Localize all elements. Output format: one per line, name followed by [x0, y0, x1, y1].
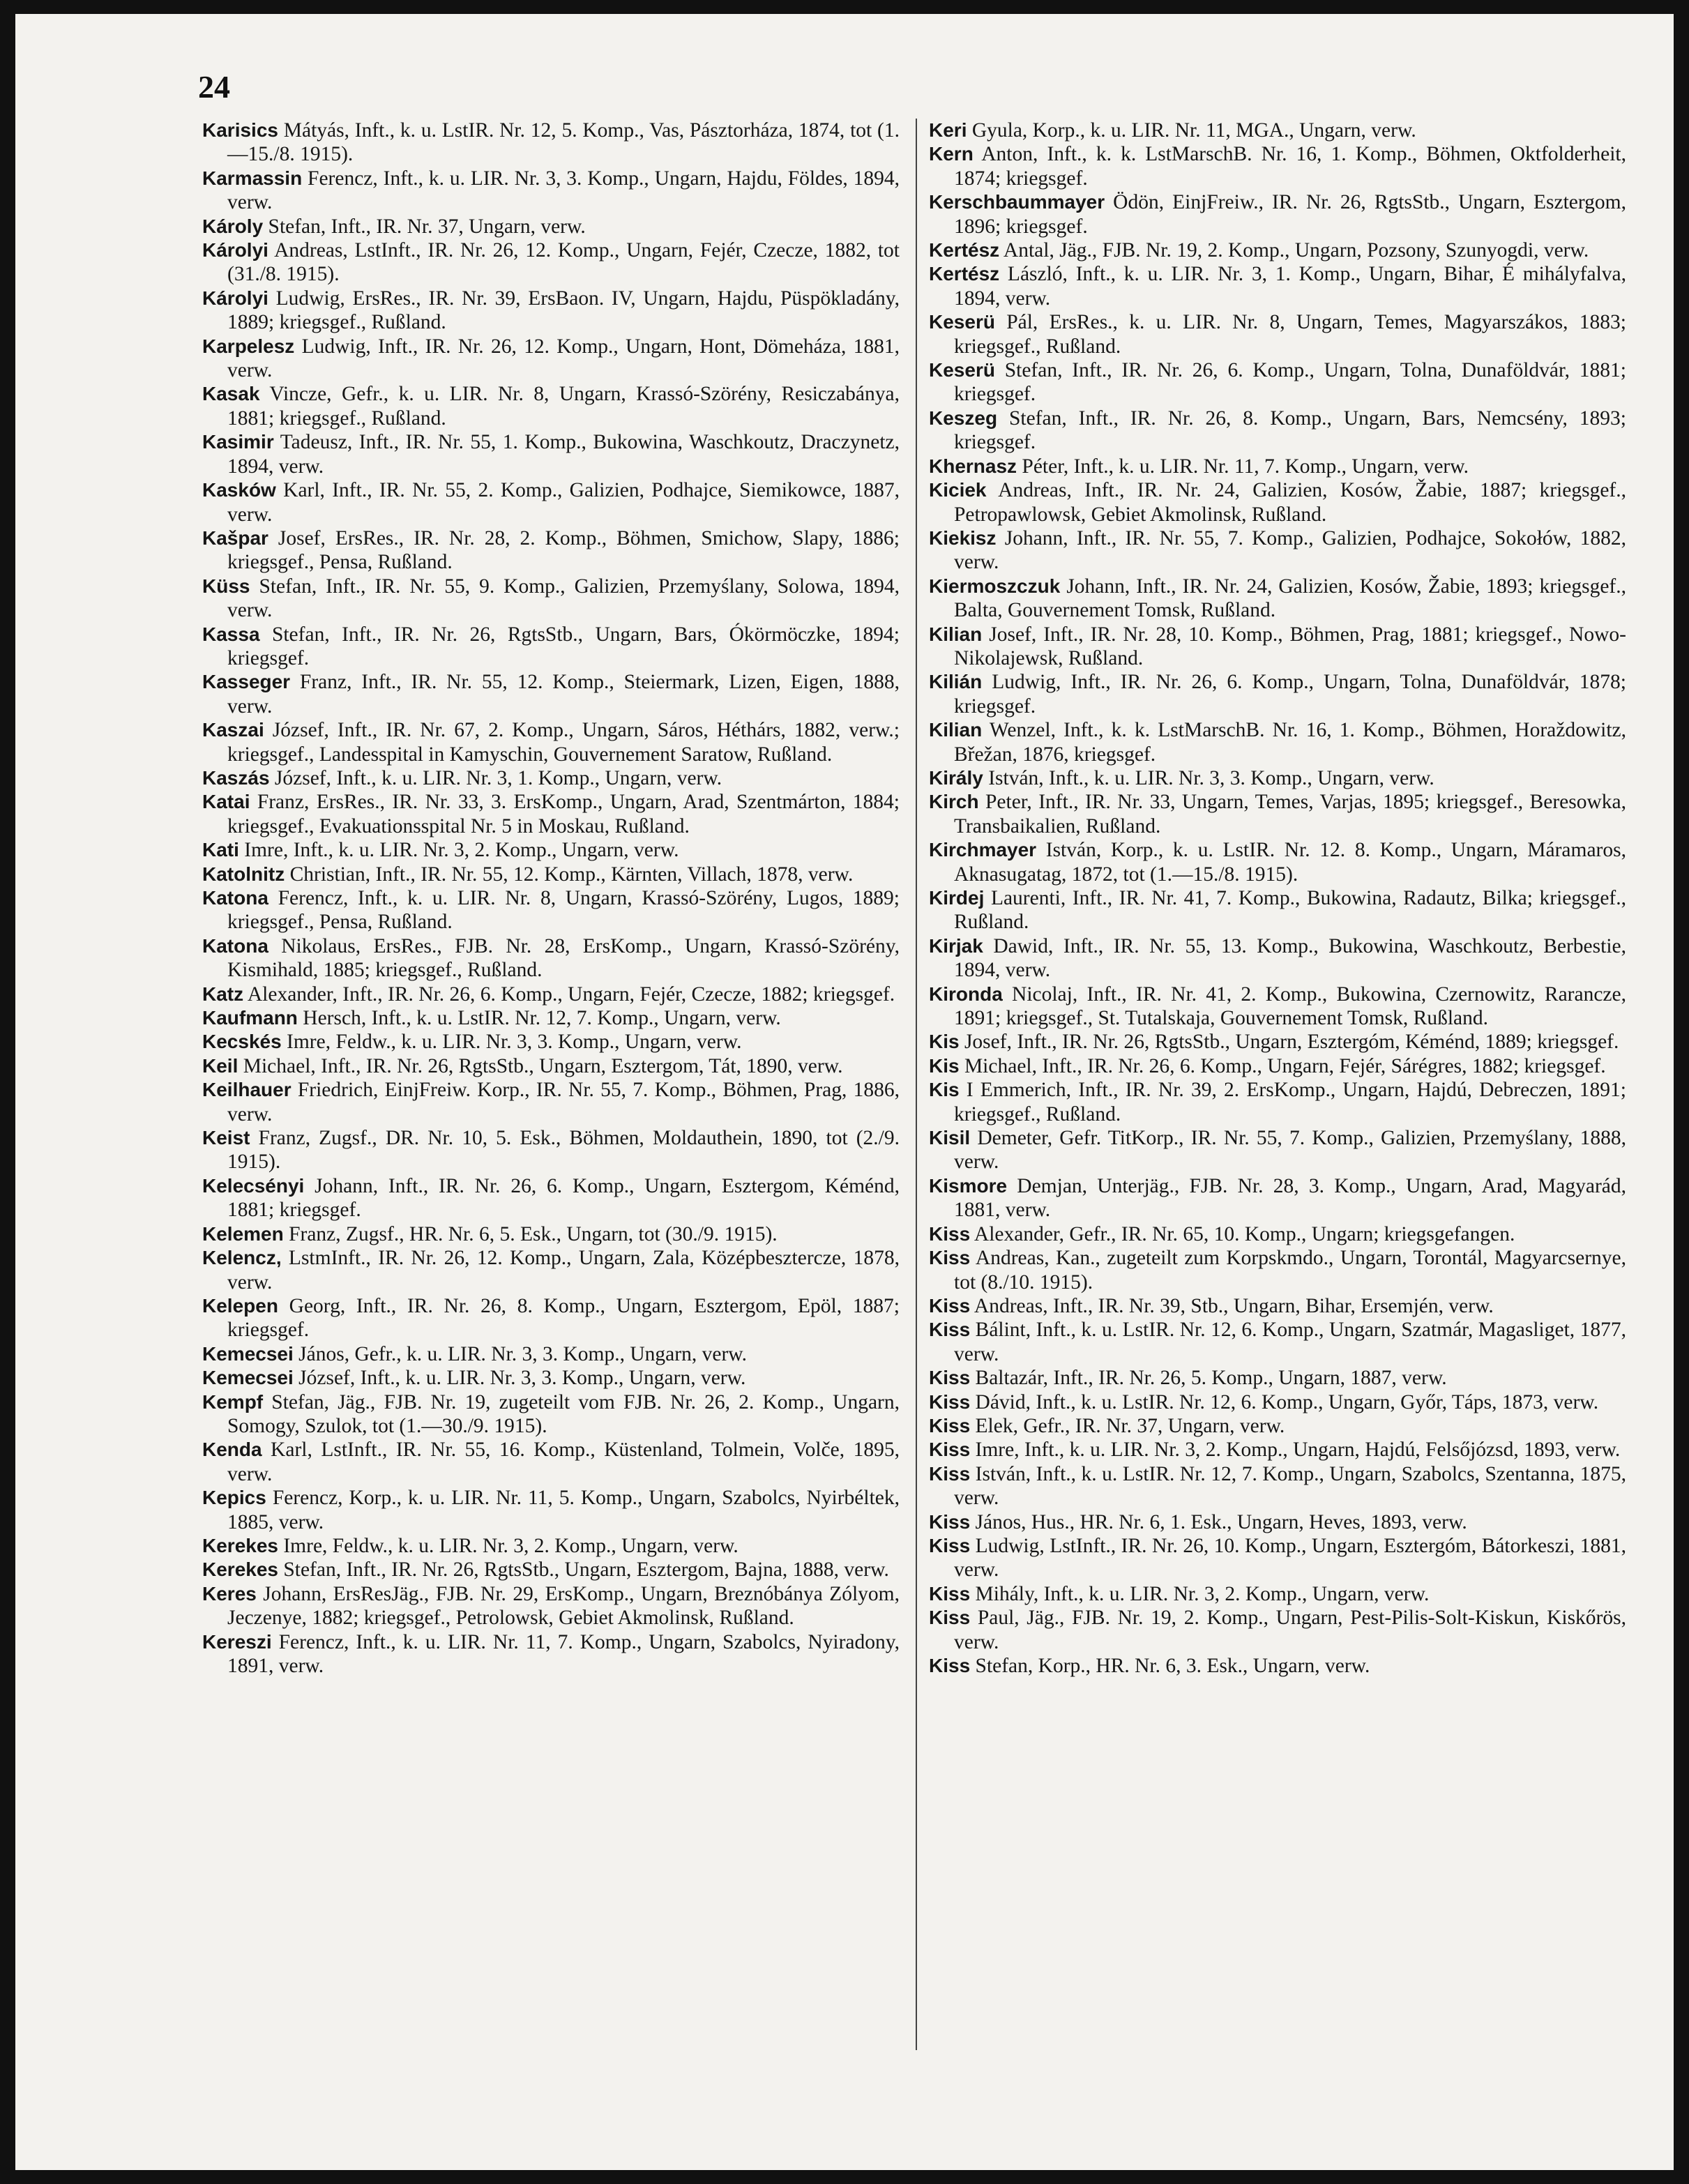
entry-surname: Károlyi: [202, 239, 268, 261]
entry-surname: Kati: [202, 839, 239, 861]
list-entry: [929, 238, 1626, 262]
list-entry: [202, 1366, 900, 1390]
list-entry: [929, 623, 1626, 671]
entry-details: Karl, LstInft., IR. Nr. 55, 16. Komp., Küstenland, Tolmein, Volče, 1895, verw.: [227, 1439, 900, 1485]
entry-surname: Kironda: [929, 983, 1003, 1005]
entry-surname: Kasak: [202, 383, 260, 405]
entry-surname: Keilhauer: [202, 1079, 291, 1101]
list-entry: [929, 1366, 1626, 1390]
entry-details: József, Inft., k. u. LIR. Nr. 3, 1. Komp., Ungarn, verw.: [269, 766, 722, 789]
entry-details: Franz, Inft., IR. Nr. 55, 12. Komp., Steiermark, Lizen, Eigen, 1888, verw.: [227, 671, 900, 718]
entry-details: Demjan, Unterjäg., FJB. Nr. 28, 3. Komp., Ungarn, Arad, Magyarád, 1881, verw.: [954, 1174, 1626, 1222]
list-entry: [202, 1486, 900, 1534]
entry-surname: Kismore: [929, 1174, 1008, 1197]
list-entry: [929, 119, 1626, 142]
entry-surname: Kilian: [929, 719, 983, 741]
entry-details: Johann, Inft., IR. Nr. 24, Galizien, Kosów, Žabie, 1893; kriegsgef., Balta, Gouvernement Tomsk, Rußland.: [954, 575, 1626, 622]
entry-details: Wenzel, Inft., k. k. LstMarschB. Nr. 16, 1. Komp., Böhmen, Horaždowitz, Břežan, 1876, kriegsgef.: [954, 719, 1626, 766]
list-entry: [929, 1126, 1626, 1174]
list-entry: [202, 119, 900, 167]
entry-surname: Kelecsényi: [202, 1174, 305, 1197]
list-entry: [929, 407, 1626, 455]
list-entry: [929, 1438, 1626, 1462]
list-entry: [202, 983, 900, 1006]
entry-surname: Kisil: [929, 1127, 971, 1149]
entry-details: Josef, Inft., IR. Nr. 28, 10. Komp., Böhmen, Prag, 1881; kriegsgef., Nowo-Nikolajewsk, Rußland.: [954, 623, 1626, 669]
entry-details: Andreas, LstInft., IR. Nr. 26, 12. Komp., Ungarn, Fejér, Czecze, 1882, tot (31./8. 1915).: [227, 239, 900, 286]
entry-surname: Keserü: [929, 311, 995, 333]
list-entry: [202, 1246, 900, 1294]
entry-details: Imre, Inft., k. u. LIR. Nr. 3, 2. Komp., Ungarn, Hajdú, Felsőjózsd, 1893, verw.: [970, 1439, 1621, 1462]
list-entry: [202, 1558, 900, 1582]
list-entry: [202, 1078, 900, 1126]
entry-details: Ludwig, Inft., IR. Nr. 26, 6. Komp., Ungarn, Tolna, Dunaföldvár, 1878; kriegsgef.: [954, 671, 1626, 718]
list-entry: [929, 766, 1626, 790]
list-entry: [929, 142, 1626, 190]
list-entry: [929, 1030, 1626, 1054]
entry-surname: Kis: [929, 1031, 960, 1053]
list-entry: [202, 1054, 900, 1078]
entry-surname: Katona: [202, 887, 268, 909]
entry-details: Andreas, Inft., IR. Nr. 39, Stb., Ungarn, Bihar, Ersemjén, verw.: [970, 1294, 1494, 1317]
entry-surname: Kenda: [202, 1439, 262, 1461]
entry-surname: Kecskés: [202, 1031, 282, 1053]
entry-details: Stefan, Inft., IR. Nr. 26, 8. Komp., Ungarn, Bars, Nemcsény, 1893; kriegsgef.: [954, 407, 1626, 454]
list-entry: [202, 1342, 900, 1366]
entry-surname: Kaszás: [202, 766, 270, 789]
entry-details: Elek, Gefr., IR. Nr. 37, Ungarn, verw.: [970, 1414, 1285, 1437]
entry-surname: Kis: [929, 1079, 960, 1101]
list-entry: [929, 983, 1626, 1031]
entry-details: Stefan, Korp., HR. Nr. 6, 3. Esk., Ungarn, verw.: [970, 1655, 1370, 1677]
list-entry: [929, 1654, 1626, 1678]
entry-surname: Kertész: [929, 263, 1000, 285]
list-entry: [202, 526, 900, 575]
entry-details: Michael, Inft., IR. Nr. 26, 6. Komp., Ungarn, Fejér, Sárégres, 1882; kriegsgef.: [959, 1054, 1606, 1077]
entry-surname: Kertész: [929, 239, 1000, 261]
entry-details: Ödön, EinjFreiw., IR. Nr. 26, RgtsStb., Ungarn, Esztergom, 1896; kriegsgef.: [954, 191, 1626, 238]
list-entry: [202, 238, 900, 287]
list-entry: [929, 310, 1626, 358]
entry-surname: Kiss: [929, 1247, 971, 1269]
entry-surname: Kiss: [929, 1607, 971, 1629]
entry-surname: Küss: [202, 575, 250, 597]
entry-details: Andreas, Inft., IR. Nr. 24, Galizien, Kosów, Žabie, 1887; kriegsgef., Petropawlowsk, Gebiet Akmolinsk, Rußland.: [954, 479, 1626, 526]
entry-details: Franz, ErsRes., IR. Nr. 33, 3. ErsKomp., Ungarn, Arad, Szentmárton, 1884; kriegsgef., Evakuationsspital Nr. 5 in Moskau, Rußland.: [227, 791, 900, 837]
entry-surname: Katona: [202, 934, 268, 957]
entry-surname: Keil: [202, 1054, 238, 1077]
entry-surname: Kiss: [929, 1222, 971, 1245]
entry-details: József, Inft., k. u. LIR. Nr. 3, 3. Komp., Ungarn, verw.: [293, 1367, 746, 1390]
list-entry: [929, 790, 1626, 838]
entry-details: Gyula, Korp., k. u. LIR. Nr. 11, MGA., Ungarn, verw.: [967, 119, 1416, 142]
entry-surname: Kiss: [929, 1390, 971, 1413]
list-entry: [202, 430, 900, 478]
entry-details: Imre, Inft., k. u. LIR. Nr. 3, 2. Komp., Ungarn, verw.: [238, 839, 679, 862]
entry-details: Ferencz, Inft., k. u. LIR. Nr. 3, 3. Komp., Ungarn, Hajdu, Földes, 1894, verw.: [227, 167, 900, 214]
right-column: [929, 119, 1626, 1678]
entry-details: Johann, ErsResJäg., FJB. Nr. 29, ErsKomp., Ungarn, Breznóbánya Zólyom, Jeczenye, 1882; kriegsgef., Petrolowsk, Gebiet Akmolinsk, Rußland.: [227, 1582, 900, 1630]
entry-details: Ludwig, ErsRes., IR. Nr. 39, ErsBaon. IV, Ungarn, Hajdu, Püspökladány, 1889; kriegsgef., Rußland.: [227, 287, 900, 334]
entry-surname: Keri: [929, 119, 967, 141]
entry-details: Alexander, Inft., IR. Nr. 26, 6. Komp., Ungarn, Fejér, Czecze, 1882; kriegsgef.: [243, 983, 895, 1006]
list-entry: [929, 1582, 1626, 1606]
list-entry: [202, 1582, 900, 1630]
entry-surname: Karisics: [202, 119, 278, 141]
entry-surname: Kelemen: [202, 1222, 284, 1245]
entry-details: István, Korp., k. u. LstIR. Nr. 12. 8. Komp., Ungarn, Máramaros, Aknasugatag, 1872, tot (1.—15./8. 1915).: [954, 839, 1626, 886]
entry-surname: Katolnitz: [202, 863, 285, 885]
entry-details: Ferencz, Korp., k. u. LIR. Nr. 11, 5. Komp., Ungarn, Szabolcs, Nyirbéltek, 1885, verw.: [227, 1487, 900, 1533]
entry-surname: Kilian: [929, 623, 983, 645]
entry-details: János, Hus., HR. Nr. 6, 1. Esk., Ungarn, Heves, 1893, verw.: [970, 1510, 1467, 1533]
list-entry: [929, 886, 1626, 934]
entry-surname: Kassa: [202, 623, 260, 645]
entry-surname: Kiss: [929, 1294, 971, 1317]
entry-details: Bálint, Inft., k. u. LstIR. Nr. 12, 6. Komp., Ungarn, Szatmár, Magasliget, 1877, verw.: [954, 1319, 1626, 1365]
entry-surname: Kirjak: [929, 934, 983, 957]
list-entry: [929, 575, 1626, 623]
entry-details: Alexander, Gefr., IR. Nr. 65, 10. Komp., Ungarn; kriegsgefangen.: [970, 1222, 1515, 1245]
entry-details: István, Inft., k. u. LstIR. Nr. 12, 7. Komp., Ungarn, Szabolcs, Szentanna, 1875, verw.: [954, 1462, 1626, 1510]
entry-surname: Kiss: [929, 1414, 971, 1436]
list-entry: [202, 575, 900, 623]
entry-details: Stefan, Inft., IR. Nr. 26, RgtsStb., Ungarn, Esztergom, Bajna, 1888, verw.: [278, 1559, 889, 1582]
entry-surname: Kerekes: [202, 1559, 278, 1581]
entry-details: József, Inft., IR. Nr. 67, 2. Komp., Ungarn, Sáros, Héthárs, 1882, verw.; kriegsgef., Landesspital in Kamyschin, Gouvernement Saratow, Rußland.: [227, 719, 900, 766]
entry-surname: Karpelesz: [202, 335, 295, 357]
list-entry: [929, 190, 1626, 238]
entry-details: Paul, Jäg., FJB. Nr. 19, 2. Komp., Ungarn, Pest-Pilis-Solt-Kiskun, Kiskőrös, verw.: [954, 1607, 1626, 1653]
list-entry: [202, 863, 900, 886]
list-entry: [929, 1294, 1626, 1318]
entry-details: István, Inft., k. u. LIR. Nr. 3, 3. Komp., Ungarn, verw.: [983, 766, 1434, 789]
entry-details: Laurenti, Inft., IR. Nr. 41, 7. Komp., Bukowina, Radautz, Bilka; kriegsgef., Rußland.: [954, 887, 1626, 934]
entry-surname: Kiss: [929, 1462, 971, 1485]
entry-surname: Kiss: [929, 1367, 971, 1389]
entry-surname: Kasimir: [202, 431, 274, 453]
entry-surname: Kiermoszczuk: [929, 575, 1061, 597]
entry-details: Nicolaj, Inft., IR. Nr. 41, 2. Komp., Bukowina, Czernowitz, Rarancze, 1891; kriegsgef., St. Tutalskaja, Gouvernement Tomsk, Rußland.: [954, 983, 1626, 1030]
entry-surname: Keszeg: [929, 407, 998, 429]
entry-surname: Kiss: [929, 1582, 971, 1605]
list-entry: [202, 1222, 900, 1246]
entry-details: Michael, Inft., IR. Nr. 26, RgtsStb., Ungarn, Esztergom, Tát, 1890, verw.: [238, 1054, 843, 1077]
entry-details: Christian, Inft., IR. Nr. 55, 12. Komp., Kärnten, Villach, 1878, verw.: [285, 863, 854, 886]
entry-surname: Kaszai: [202, 719, 264, 741]
entry-surname: Kerschbaummayer: [929, 191, 1105, 213]
entry-surname: Katai: [202, 791, 250, 813]
entry-details: Johann, Inft., IR. Nr. 26, 6. Komp., Ungarn, Esztergom, Kéménd, 1881; kriegsgef.: [227, 1174, 900, 1222]
list-entry: [929, 1174, 1626, 1222]
entry-surname: Kaufmann: [202, 1007, 298, 1029]
list-entry: [929, 1510, 1626, 1534]
entry-surname: Kasków: [202, 479, 276, 501]
entry-details: Anton, Inft., k. k. LstMarschB. Nr. 16, 1. Komp., Böhmen, Oktfolderheit, 1874; kriegsgef.: [954, 143, 1626, 190]
entry-details: Ludwig, LstInft., IR. Nr. 26, 10. Komp., Ungarn, Esztergóm, Bátorkeszi, 1881, verw.: [954, 1534, 1626, 1582]
entry-details: Josef, Inft., IR. Nr. 26, RgtsStb., Ungarn, Esztergóm, Kéménd, 1889; kriegsgef.: [959, 1031, 1619, 1054]
entry-surname: Kiss: [929, 1655, 971, 1676]
entry-details: Mátyás, Inft., k. u. LstIR. Nr. 12, 5. Komp., Vas, Pásztorháza, 1874, tot (1.—15./8. 1915).: [227, 119, 900, 166]
entry-surname: Kilián: [929, 671, 983, 693]
entry-surname: Keist: [202, 1127, 250, 1149]
entry-surname: Kirdej: [929, 887, 985, 909]
list-entry: [202, 790, 900, 838]
list-entry: [929, 262, 1626, 310]
entry-details: Georg, Inft., IR. Nr. 26, 8. Komp., Ungarn, Esztergom, Epöl, 1887; kriegsgef.: [227, 1294, 900, 1342]
entry-details: Johann, Inft., IR. Nr. 55, 7. Komp., Galizien, Podhajce, Sokołów, 1882, verw.: [954, 526, 1626, 574]
list-entry: [929, 478, 1626, 526]
list-entry: [202, 1438, 900, 1486]
entry-details: Stefan, Inft., IR. Nr. 55, 9. Komp., Galizien, Przemyślany, Solowa, 1894, verw.: [227, 575, 900, 622]
entry-details: I Emmerich, Inft., IR. Nr. 39, 2. ErsKomp., Ungarn, Hajdú, Debreczen, 1891; kriegsgef., Rußland.: [954, 1079, 1626, 1125]
entry-surname: Kerekes: [202, 1534, 278, 1556]
entry-details: Demeter, Gefr. TitKorp., IR. Nr. 55, 7. Komp., Galizien, Przemyślany, 1888, verw.: [954, 1127, 1626, 1174]
entry-details: Franz, Zugsf., HR. Nr. 6, 5. Esk., Ungarn, tot (30./9. 1915).: [283, 1222, 778, 1245]
list-entry: [202, 718, 900, 766]
list-entry: [202, 886, 900, 934]
list-entry: [929, 358, 1626, 407]
entry-surname: Kiekisz: [929, 526, 997, 549]
entry-surname: Kašpar: [202, 526, 268, 549]
entry-details: Péter, Inft., k. u. LIR. Nr. 11, 7. Komp., Ungarn, verw.: [1017, 455, 1469, 478]
entry-details: Antal, Jäg., FJB. Nr. 19, 2. Komp., Ungarn, Pozsony, Szunyogdi, verw.: [999, 239, 1589, 262]
list-entry: [202, 382, 900, 430]
entry-details: János, Gefr., k. u. LIR. Nr. 3, 3. Komp., Ungarn, verw.: [293, 1342, 748, 1365]
entry-details: Imre, Feldw., k. u. LIR. Nr. 3, 3. Komp., Ungarn, verw.: [281, 1031, 742, 1054]
list-entry: [929, 1534, 1626, 1582]
list-entry: [202, 623, 900, 671]
entry-surname: Kemecsei: [202, 1342, 294, 1365]
entry-details: Ferencz, Inft., k. u. LIR. Nr. 8, Ungarn, Krassó-Szörény, Lugos, 1889; kriegsgef., Pensa, Rußland.: [227, 887, 900, 934]
entry-surname: Kern: [929, 143, 974, 165]
entry-surname: Károlyi: [202, 287, 268, 309]
entry-details: Hersch, Inft., k. u. LstIR. Nr. 12, 7. Komp., Ungarn, verw.: [297, 1007, 781, 1030]
list-entry: [929, 1078, 1626, 1126]
document-page: [15, 14, 1674, 2170]
list-entry: [202, 478, 900, 526]
entry-surname: Kelencz,: [202, 1247, 282, 1269]
entry-surname: Keres: [202, 1582, 257, 1605]
list-entry: [202, 1126, 900, 1174]
entry-surname: Kiciek: [929, 479, 987, 501]
list-entry: [929, 1390, 1626, 1414]
list-entry: [929, 1246, 1626, 1294]
entry-details: Andreas, Kan., zugeteilt zum Korpskmdo., Ungarn, Torontál, Magyarcsernye, tot (8./10. 1915).: [954, 1247, 1626, 1294]
entry-details: Friedrich, EinjFreiw. Korp., IR. Nr. 55, 7. Komp., Böhmen, Prag, 1886, verw.: [227, 1079, 900, 1125]
entry-details: LstmInft., IR. Nr. 26, 12. Komp., Ungarn, Zala, Középbesztercze, 1878, verw.: [227, 1247, 900, 1294]
entry-details: Dawid, Inft., IR. Nr. 55, 13. Komp., Bukowina, Waschkoutz, Berbestie, 1894, verw.: [954, 934, 1626, 982]
entry-details: Pál, ErsRes., k. u. LIR. Nr. 8, Ungarn, Temes, Magyarszákos, 1883; kriegsgef., Rußland.: [954, 311, 1626, 358]
list-entry: [929, 934, 1626, 983]
entry-surname: Karmassin: [202, 167, 303, 189]
entry-surname: Kirchmayer: [929, 839, 1037, 861]
list-entry: [202, 1390, 900, 1439]
entry-surname: Kepics: [202, 1487, 266, 1509]
entry-details: Josef, ErsRes., IR. Nr. 28, 2. Komp., Böhmen, Smichow, Slapy, 1886; kriegsgef., Pensa, Rußland.: [227, 526, 900, 574]
list-entry: [202, 215, 900, 238]
list-entry: [202, 934, 900, 983]
list-entry: [202, 670, 900, 718]
list-entry: [929, 1606, 1626, 1654]
entry-surname: Kemecsei: [202, 1367, 294, 1389]
list-entry: [202, 1006, 900, 1030]
entry-details: Tadeusz, Inft., IR. Nr. 55, 1. Komp., Bukowina, Waschkoutz, Draczynetz, 1894, verw.: [227, 431, 900, 478]
entry-details: Imre, Feldw., k. u. LIR. Nr. 3, 2. Komp., Ungarn, verw.: [278, 1534, 739, 1557]
entry-surname: Király: [929, 766, 983, 789]
entry-surname: Károly: [202, 215, 264, 237]
list-entry: [929, 670, 1626, 718]
entry-details: Stefan, Inft., IR. Nr. 37, Ungarn, verw.: [263, 215, 586, 238]
list-entry: [929, 455, 1626, 478]
entry-surname: Kelepen: [202, 1294, 278, 1317]
left-column: [202, 119, 900, 1678]
list-entry: [202, 838, 900, 862]
entry-surname: Kiss: [929, 1510, 971, 1533]
entry-surname: Kirch: [929, 791, 979, 813]
list-entry: [929, 718, 1626, 766]
list-entry: [929, 1222, 1626, 1246]
entry-surname: Kis: [929, 1054, 960, 1077]
entry-details: Ludwig, Inft., IR. Nr. 26, 12. Komp., Ungarn, Hont, Dömeháza, 1881, verw.: [227, 335, 900, 382]
entry-details: Franz, Zugsf., DR. Nr. 10, 5. Esk., Böhmen, Moldauthein, 1890, tot (2./9. 1915).: [227, 1127, 900, 1174]
list-entry: [202, 766, 900, 790]
list-entry: [202, 1294, 900, 1342]
entry-details: Dávid, Inft., k. u. LstIR. Nr. 12, 6. Komp., Ungarn, Győr, Táps, 1873, verw.: [970, 1390, 1599, 1413]
entry-details: László, Inft., k. u. LIR. Nr. 3, 1. Komp., Ungarn, Bihar, É mihályfalva, 1894, verw.: [954, 263, 1626, 310]
entry-details: Ferencz, Inft., k. u. LIR. Nr. 11, 7. Komp., Ungarn, Szabolcs, Nyiradony, 1891, verw.: [227, 1630, 900, 1677]
entry-details: Nikolaus, ErsRes., FJB. Nr. 28, ErsKomp., Ungarn, Krassó-Szörény, Kismihald, 1885; kriegsgef., Rußland.: [227, 934, 900, 982]
entry-details: Stefan, Inft., IR. Nr. 26, 6. Komp., Ungarn, Tolna, Dunaföldvár, 1881; kriegsgef.: [954, 359, 1626, 406]
list-entry: [202, 1174, 900, 1222]
list-entry: [929, 1462, 1626, 1510]
list-entry: [929, 1054, 1626, 1078]
entry-details: Karl, Inft., IR. Nr. 55, 2. Komp., Galizien, Podhajce, Siemikowce, 1887, verw.: [227, 479, 900, 526]
list-entry: [202, 1030, 900, 1054]
list-entry: [929, 1318, 1626, 1366]
entry-details: Vincze, Gefr., k. u. LIR. Nr. 8, Ungarn, Krassó-Szörény, Resiczabánya, 1881; kriegsgef., Rußland.: [227, 383, 900, 430]
column-divider: [916, 119, 917, 2050]
entry-surname: Keserü: [929, 359, 995, 381]
list-entry: [202, 335, 900, 383]
entry-surname: Kiss: [929, 1534, 971, 1556]
list-entry: [202, 1534, 900, 1558]
entry-details: Peter, Inft., IR. Nr. 33, Ungarn, Temes, Varjas, 1895; kriegsgef., Beresowka, Transbaikalien, Rußland.: [954, 791, 1626, 837]
page-number: 24: [198, 69, 230, 105]
entry-details: Stefan, Jäg., FJB. Nr. 19, zugeteilt vom FJB. Nr. 26, 2. Komp., Ungarn, Somogy, Szulok, tot (1.—30./9. 1915).: [227, 1390, 900, 1437]
list-entry: [202, 287, 900, 335]
list-entry: [202, 167, 900, 215]
list-entry: [202, 1630, 900, 1678]
entry-surname: Kasseger: [202, 671, 291, 693]
entry-surname: Kiss: [929, 1439, 971, 1461]
entry-surname: Kiss: [929, 1319, 971, 1341]
entry-details: Baltazár, Inft., IR. Nr. 26, 5. Komp., Ungarn, 1887, verw.: [970, 1367, 1447, 1390]
list-entry: [929, 526, 1626, 575]
entry-surname: Katz: [202, 983, 244, 1005]
list-entry: [929, 838, 1626, 886]
entry-surname: Kempf: [202, 1390, 264, 1413]
entry-surname: Khernasz: [929, 455, 1017, 477]
entry-details: Stefan, Inft., IR. Nr. 26, RgtsStb., Ungarn, Bars, Ókörmöczke, 1894; kriegsgef.: [227, 623, 900, 669]
list-entry: [929, 1414, 1626, 1438]
entry-details: Mihály, Inft., k. u. LIR. Nr. 3, 2. Komp., Ungarn, verw.: [970, 1582, 1430, 1605]
entry-surname: Kereszi: [202, 1630, 272, 1653]
